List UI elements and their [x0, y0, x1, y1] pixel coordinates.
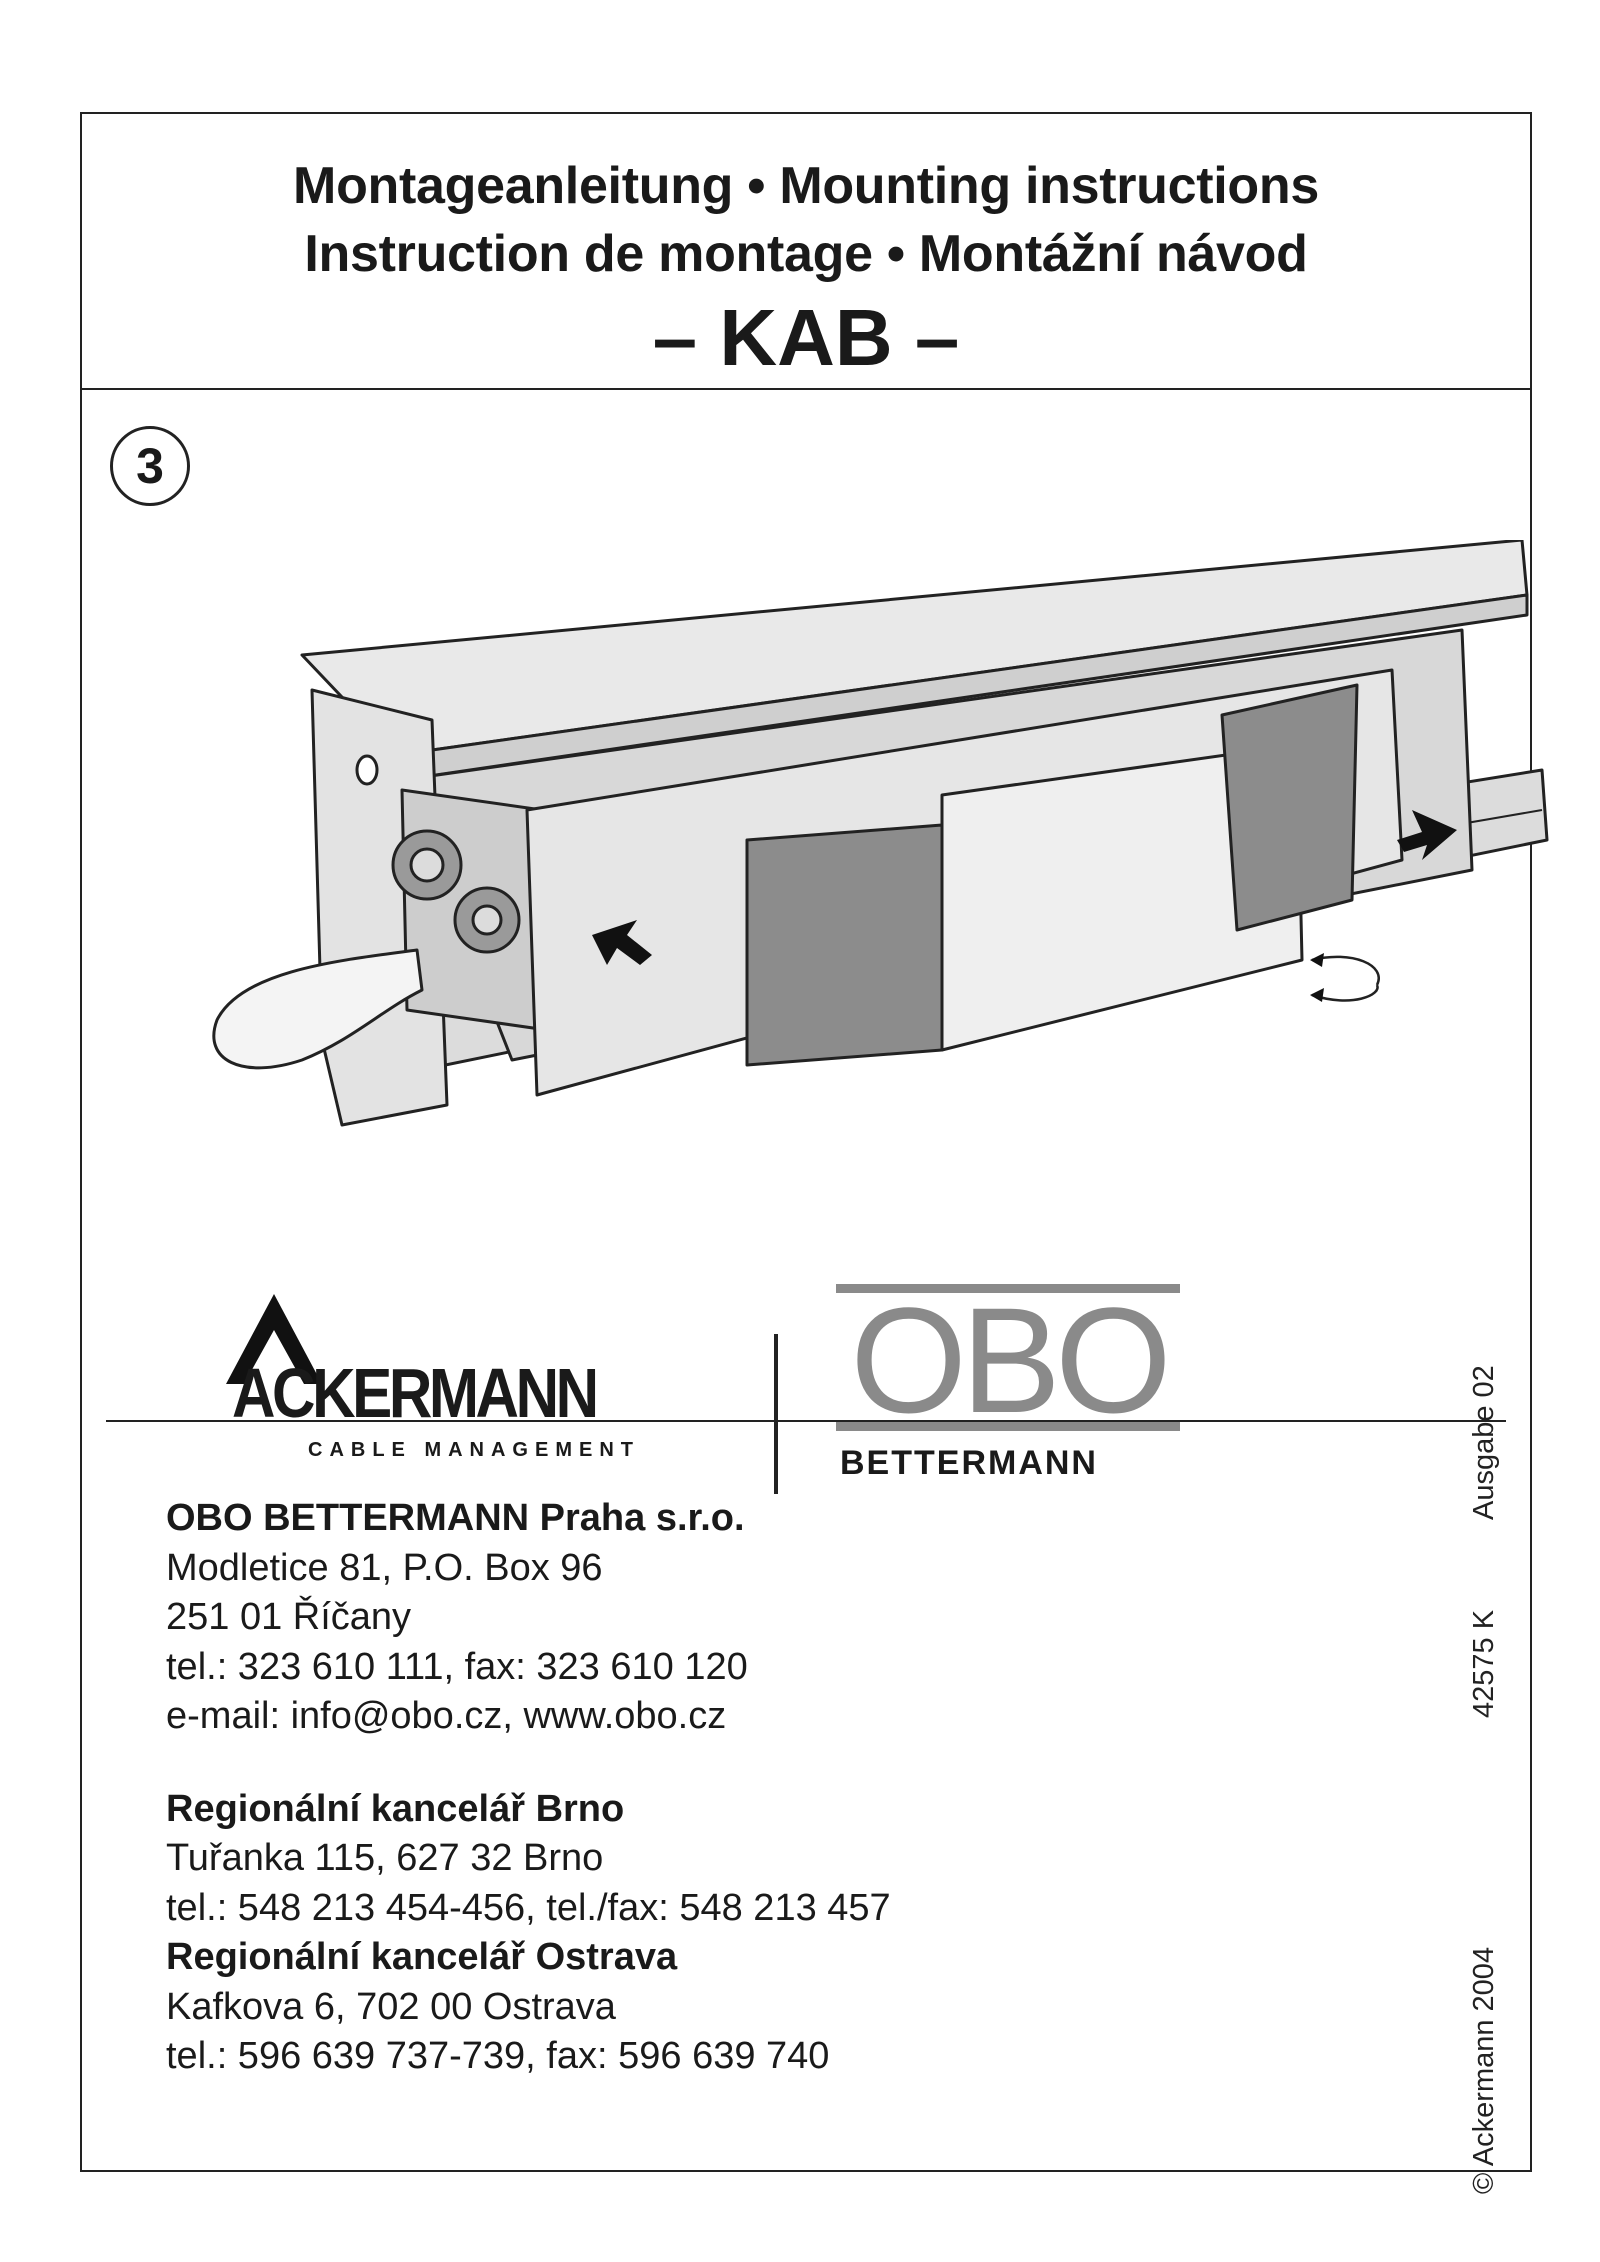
trunking-illustration	[182, 540, 1562, 1160]
ostrava-office-title: Regionální kancelář Ostrava	[166, 1936, 678, 1978]
document-number: 42575 K	[1468, 1609, 1500, 1718]
company-email[interactable]: e-mail: info@obo.cz, www.obo.cz	[166, 1695, 727, 1737]
page-frame	[80, 112, 1532, 2194]
company-address-2: 251 01 Říčany	[166, 1596, 412, 1638]
brno-office-address: Tuřanka 115, 627 32 Brno	[166, 1837, 604, 1879]
brno-office-title: Regionální kancelář Brno	[166, 1787, 625, 1830]
company-address-1: Modletice 81, P.O. Box 96	[166, 1546, 603, 1589]
obo-wordmark	[834, 1284, 1184, 1434]
contacts	[166, 1494, 1266, 2082]
ackermann-logo	[232, 1294, 742, 1474]
edition-label: Ausgabe 02	[1468, 1365, 1500, 1520]
obo-subtitle: BETTERMANN	[840, 1444, 1098, 1482]
title-line-2: Instruction de montage • Montážní návod	[304, 225, 1308, 283]
obo-name: OBO	[850, 1284, 1166, 1434]
clip-right	[1222, 685, 1357, 930]
copyright-notice: © Ackermann 2004	[1468, 1946, 1500, 2194]
figure-area	[82, 390, 1530, 1258]
header	[82, 114, 1530, 390]
company-name: OBO BETTERMANN Praha s.r.o.	[166, 1497, 745, 1539]
ostrava-office-address: Kafkova 6, 702 00 Ostrava	[166, 1985, 616, 2028]
ackermann-name: ACKERMANN	[232, 1354, 596, 1432]
title-line-1: Montageanleitung • Mounting instructions	[293, 157, 1319, 215]
ackermann-subtitle: CABLE MANAGEMENT	[308, 1439, 640, 1461]
obo-logo	[834, 1284, 1184, 1484]
clip-left	[747, 825, 942, 1065]
company-phone: tel.: 323 610 111, fax: 323 610 120	[166, 1645, 748, 1688]
product-title: – KAB –	[652, 293, 960, 382]
end-hole-1	[357, 756, 377, 784]
logo-separator	[774, 1334, 778, 1494]
step-number-badge: 3	[110, 426, 190, 506]
ostrava-office-phone: tel.: 596 639 737-739, fax: 596 639 740	[166, 2035, 830, 2077]
brno-office-phone: tel.: 548 213 454-456, tel./fax: 548 213 457	[166, 1886, 891, 1929]
